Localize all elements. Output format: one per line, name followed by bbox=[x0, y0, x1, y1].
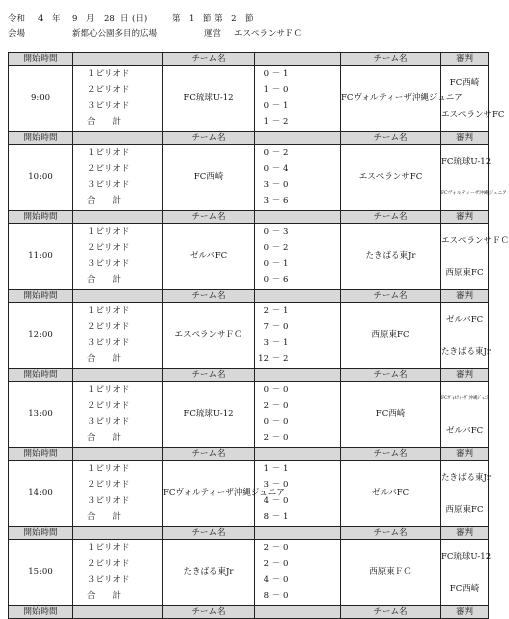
period-label: １ピリオド bbox=[87, 464, 130, 474]
header-round: 第 1 節 第 2 節 bbox=[172, 14, 254, 24]
referee-cell bbox=[441, 540, 492, 606]
col-header-blank bbox=[255, 527, 341, 540]
score-line bbox=[255, 510, 340, 525]
team-a-name: FC西崎 bbox=[163, 145, 255, 211]
score-team-a: 0 bbox=[263, 148, 269, 158]
match-start-time: 12:00 bbox=[9, 303, 73, 369]
col-header-team-a: チーム名 bbox=[163, 211, 255, 224]
header-day-unit: 日 bbox=[120, 14, 129, 24]
referee-name: FCｳﾞｫﾙﾃｨｰｻﾞ沖縄ｼﾞｭﾆｱ bbox=[441, 395, 490, 401]
score-dash: － bbox=[271, 512, 281, 522]
referee-cell bbox=[441, 303, 489, 369]
score-team-b: 3 bbox=[283, 227, 289, 237]
score-line bbox=[255, 494, 340, 509]
period-scores bbox=[255, 540, 341, 606]
referee-name: 西原東FC bbox=[445, 267, 484, 278]
referee-name: たきばる東Jr bbox=[441, 472, 491, 483]
score-line bbox=[255, 225, 340, 240]
col-header-blank bbox=[73, 53, 163, 66]
score-team-b: 0 bbox=[283, 575, 289, 585]
score-team-a: 0 bbox=[263, 385, 269, 395]
period-labels bbox=[73, 224, 163, 290]
col-header-blank bbox=[73, 606, 163, 619]
score-team-b: 1 bbox=[283, 338, 289, 348]
score-team-a: 0 bbox=[263, 69, 269, 79]
score-team-b: 1 bbox=[283, 512, 289, 522]
score-team-b: 1 bbox=[283, 69, 289, 79]
score-dash: － bbox=[271, 180, 281, 190]
score-line bbox=[255, 399, 340, 414]
score-dash: － bbox=[271, 196, 281, 206]
col-header-blank bbox=[73, 448, 163, 461]
referee-name: エスペランサＦＣ bbox=[441, 235, 509, 246]
period-label: ３ピリオド bbox=[87, 259, 130, 269]
period-label: 合 計 bbox=[87, 512, 122, 522]
score-dash: － bbox=[271, 275, 281, 285]
score-dash: － bbox=[271, 543, 281, 553]
period-label: １ピリオド bbox=[87, 227, 130, 237]
col-header-time: 開始時間 bbox=[9, 448, 73, 461]
score-team-a: 12 bbox=[258, 354, 269, 364]
col-header-blank bbox=[255, 132, 341, 145]
period-labels bbox=[73, 145, 163, 211]
match-start-time: 15:00 bbox=[9, 540, 73, 606]
match-row bbox=[9, 382, 489, 448]
header-year-unit: 年 bbox=[52, 14, 61, 24]
col-header-team-b: チーム名 bbox=[341, 369, 441, 382]
score-dash: － bbox=[271, 164, 281, 174]
score-line bbox=[255, 115, 340, 130]
col-header-referee: 審判 bbox=[441, 606, 489, 619]
score-team-b: 0 bbox=[283, 543, 289, 553]
match-row bbox=[9, 461, 489, 527]
referee-name: たきばる東Jr bbox=[441, 346, 491, 357]
score-dash: － bbox=[271, 417, 281, 427]
score-team-a: 2 bbox=[263, 559, 269, 569]
column-header-row bbox=[9, 606, 489, 619]
score-line bbox=[255, 146, 340, 161]
score-team-b: 0 bbox=[283, 591, 289, 601]
column-header-row bbox=[9, 448, 489, 461]
score-team-a: 3 bbox=[263, 180, 269, 190]
col-header-referee: 審判 bbox=[441, 53, 489, 66]
team-b-name: FCヴォルティーザ沖縄ジュニア bbox=[341, 66, 441, 132]
score-dash: － bbox=[271, 559, 281, 569]
period-labels bbox=[73, 66, 163, 132]
score-team-b: 2 bbox=[283, 148, 289, 158]
score-line bbox=[255, 541, 340, 556]
col-header-time: 開始時間 bbox=[9, 53, 73, 66]
period-labels bbox=[73, 382, 163, 448]
score-line bbox=[255, 336, 340, 351]
col-header-team-b: チーム名 bbox=[341, 53, 441, 66]
score-team-a: 7 bbox=[263, 322, 269, 332]
score-line bbox=[255, 257, 340, 272]
score-team-a: 3 bbox=[263, 480, 269, 490]
period-label: 合 計 bbox=[87, 591, 122, 601]
col-header-team-a: チーム名 bbox=[163, 448, 255, 461]
period-scores bbox=[255, 303, 341, 369]
col-header-referee: 審判 bbox=[441, 448, 489, 461]
score-line bbox=[255, 194, 340, 209]
period-scores bbox=[255, 382, 341, 448]
score-dash: － bbox=[271, 464, 281, 474]
period-label: ２ピリオド bbox=[87, 164, 130, 174]
team-b-name: エスペランサFC bbox=[341, 145, 441, 211]
column-header-row bbox=[9, 53, 489, 66]
score-team-a: 0 bbox=[263, 417, 269, 427]
period-scores bbox=[255, 145, 341, 211]
score-team-a: 0 bbox=[263, 275, 269, 285]
period-label: ２ピリオド bbox=[87, 559, 130, 569]
score-line bbox=[255, 99, 340, 114]
score-dash: － bbox=[271, 148, 281, 158]
period-labels bbox=[73, 540, 163, 606]
period-label: １ピリオド bbox=[87, 306, 130, 316]
referee-name: FC琉球U-12 bbox=[441, 551, 492, 562]
referee-name: 西原東FC bbox=[445, 504, 484, 515]
period-scores bbox=[255, 224, 341, 290]
score-dash: － bbox=[271, 591, 281, 601]
column-header-row bbox=[9, 211, 489, 224]
referee-name: FC琉球U-12 bbox=[441, 156, 492, 167]
score-line bbox=[255, 478, 340, 493]
score-team-b: 0 bbox=[283, 401, 289, 411]
score-team-a: 0 bbox=[263, 243, 269, 253]
score-team-b: 1 bbox=[283, 101, 289, 111]
score-team-b: 0 bbox=[283, 496, 289, 506]
referee-cell bbox=[441, 461, 489, 527]
score-team-a: 0 bbox=[263, 101, 269, 111]
score-team-a: 2 bbox=[263, 401, 269, 411]
col-header-time: 開始時間 bbox=[9, 290, 73, 303]
team-a-name: たきばる東Jr bbox=[163, 540, 255, 606]
score-line bbox=[255, 415, 340, 430]
score-dash: － bbox=[271, 385, 281, 395]
score-team-a: 1 bbox=[263, 85, 269, 95]
score-team-a: 0 bbox=[263, 227, 269, 237]
col-header-blank bbox=[255, 606, 341, 619]
score-dash: － bbox=[271, 259, 281, 269]
score-line bbox=[255, 304, 340, 319]
column-header-row bbox=[9, 369, 489, 382]
team-a-name: エスペランサＦＣ bbox=[163, 303, 255, 369]
col-header-blank bbox=[73, 132, 163, 145]
header-month: 9 bbox=[72, 14, 78, 24]
match-row bbox=[9, 540, 489, 606]
referee-name: ゼルバFC bbox=[445, 314, 484, 325]
score-team-b: 2 bbox=[283, 354, 289, 364]
match-start-time: 9:00 bbox=[9, 66, 73, 132]
period-label: 合 計 bbox=[87, 196, 122, 206]
col-header-blank bbox=[73, 369, 163, 382]
score-dash: － bbox=[271, 354, 281, 364]
score-line bbox=[255, 162, 340, 177]
score-team-b: 0 bbox=[283, 433, 289, 443]
score-line bbox=[255, 241, 340, 256]
header-venue: 新都心公園多目的広場 bbox=[72, 29, 158, 39]
col-header-team-b: チーム名 bbox=[341, 527, 441, 540]
col-header-team-a: チーム名 bbox=[163, 290, 255, 303]
col-header-team-a: チーム名 bbox=[163, 132, 255, 145]
period-label: ２ピリオド bbox=[87, 401, 130, 411]
referee-cell bbox=[441, 145, 507, 211]
score-team-a: 8 bbox=[263, 512, 269, 522]
referee-cell bbox=[441, 382, 489, 448]
period-label: ３ピリオド bbox=[87, 101, 130, 111]
score-team-b: 0 bbox=[283, 180, 289, 190]
score-dash: － bbox=[271, 101, 281, 111]
match-schedule-table bbox=[8, 52, 509, 619]
col-header-time: 開始時間 bbox=[9, 606, 73, 619]
score-line bbox=[255, 320, 340, 335]
score-line bbox=[255, 589, 340, 604]
col-header-team-b: チーム名 bbox=[341, 132, 441, 145]
team-a-name: ゼルバFC bbox=[163, 224, 255, 290]
score-team-a: 4 bbox=[263, 575, 269, 585]
match-start-time: 14:00 bbox=[9, 461, 73, 527]
score-team-b: 0 bbox=[283, 385, 289, 395]
col-header-referee: 審判 bbox=[441, 211, 489, 224]
period-label: １ピリオド bbox=[87, 148, 130, 158]
score-dash: － bbox=[271, 496, 281, 506]
header-year: 4 bbox=[38, 14, 44, 24]
score-team-b: 6 bbox=[283, 196, 289, 206]
col-header-team-a: チーム名 bbox=[163, 53, 255, 66]
score-line bbox=[255, 83, 340, 98]
referee-name: FC西崎 bbox=[449, 77, 480, 88]
team-a-name: FCヴォルティーザ沖縄ジュニア bbox=[163, 461, 255, 527]
col-header-team-b: チーム名 bbox=[341, 211, 441, 224]
referee-name: FC西崎 bbox=[449, 583, 480, 594]
period-label: ３ピリオド bbox=[87, 496, 130, 506]
period-label: ３ピリオド bbox=[87, 338, 130, 348]
score-team-b: 0 bbox=[283, 322, 289, 332]
match-row bbox=[9, 303, 489, 369]
period-scores bbox=[255, 66, 341, 132]
period-label: ３ピリオド bbox=[87, 575, 130, 585]
period-label: １ピリオド bbox=[87, 543, 130, 553]
col-header-blank bbox=[255, 290, 341, 303]
score-dash: － bbox=[271, 243, 281, 253]
col-header-blank bbox=[255, 211, 341, 224]
col-header-referee: 審判 bbox=[441, 527, 489, 540]
period-label: １ピリオド bbox=[87, 69, 130, 79]
score-team-b: 6 bbox=[283, 275, 289, 285]
match-start-time: 10:00 bbox=[9, 145, 73, 211]
period-scores bbox=[255, 461, 341, 527]
score-team-b: 2 bbox=[283, 243, 289, 253]
match-row bbox=[9, 145, 489, 211]
period-label: ３ピリオド bbox=[87, 417, 130, 427]
period-label: ２ピリオド bbox=[87, 322, 130, 332]
score-dash: － bbox=[271, 117, 281, 127]
match-start-time: 13:00 bbox=[9, 382, 73, 448]
period-label: 合 計 bbox=[87, 433, 122, 443]
match-row bbox=[9, 66, 489, 132]
col-header-team-a: チーム名 bbox=[163, 606, 255, 619]
score-dash: － bbox=[271, 338, 281, 348]
score-team-b: 1 bbox=[283, 306, 289, 316]
col-header-blank bbox=[73, 290, 163, 303]
team-a-name: FC琉球U-12 bbox=[163, 66, 255, 132]
score-dash: － bbox=[271, 575, 281, 585]
team-b-name: たきばる東Jr bbox=[341, 224, 441, 290]
period-label: ２ピリオド bbox=[87, 85, 130, 95]
period-label: １ピリオド bbox=[87, 385, 130, 395]
referee-name: ゼルバFC bbox=[445, 425, 484, 436]
referee-cell bbox=[441, 224, 509, 290]
col-header-referee: 審判 bbox=[441, 369, 489, 382]
header-weekday: (日) bbox=[132, 14, 148, 24]
header-era: 令和 bbox=[8, 14, 26, 24]
col-header-referee: 審判 bbox=[441, 290, 489, 303]
score-team-a: 8 bbox=[263, 591, 269, 601]
period-label: 合 計 bbox=[87, 117, 122, 127]
score-line bbox=[255, 431, 340, 446]
score-team-b: 0 bbox=[283, 85, 289, 95]
column-header-row bbox=[9, 527, 489, 540]
score-dash: － bbox=[271, 85, 281, 95]
col-header-blank bbox=[73, 211, 163, 224]
score-team-a: 2 bbox=[263, 306, 269, 316]
header-venue-label: 会場 bbox=[8, 29, 26, 39]
period-label: ２ピリオド bbox=[87, 480, 130, 490]
score-team-a: 3 bbox=[263, 338, 269, 348]
team-b-name: 西原東ＦＣ bbox=[341, 540, 441, 606]
score-line bbox=[255, 573, 340, 588]
score-team-a: 1 bbox=[263, 117, 269, 127]
col-header-time: 開始時間 bbox=[9, 527, 73, 540]
score-team-b: 4 bbox=[283, 164, 289, 174]
score-team-a: 2 bbox=[263, 543, 269, 553]
score-dash: － bbox=[271, 322, 281, 332]
col-header-blank bbox=[73, 527, 163, 540]
col-header-team-b: チーム名 bbox=[341, 290, 441, 303]
period-label: ２ピリオド bbox=[87, 243, 130, 253]
period-labels bbox=[73, 461, 163, 527]
score-team-b: 0 bbox=[283, 559, 289, 569]
team-b-name: ゼルバFC bbox=[341, 461, 441, 527]
score-line bbox=[255, 178, 340, 193]
score-line bbox=[255, 273, 340, 288]
col-header-blank bbox=[255, 448, 341, 461]
match-row bbox=[9, 224, 489, 290]
col-header-blank bbox=[255, 53, 341, 66]
score-team-b: 1 bbox=[283, 259, 289, 269]
score-team-a: 2 bbox=[263, 433, 269, 443]
col-header-time: 開始時間 bbox=[9, 211, 73, 224]
header-day: 28 bbox=[104, 14, 115, 24]
score-dash: － bbox=[271, 480, 281, 490]
column-header-row bbox=[9, 290, 489, 303]
col-header-team-a: チーム名 bbox=[163, 527, 255, 540]
team-a-name: FC琉球U-12 bbox=[163, 382, 255, 448]
score-line bbox=[255, 383, 340, 398]
referee-name: エスペランサFC bbox=[441, 109, 505, 120]
score-dash: － bbox=[271, 433, 281, 443]
score-dash: － bbox=[271, 306, 281, 316]
column-header-row bbox=[9, 132, 489, 145]
score-dash: － bbox=[271, 401, 281, 411]
header-operator: エスペランサＦＣ bbox=[234, 29, 303, 39]
score-line bbox=[255, 352, 340, 367]
period-label: 合 計 bbox=[87, 354, 122, 364]
score-line bbox=[255, 67, 340, 82]
score-line bbox=[255, 462, 340, 477]
col-header-team-a: チーム名 bbox=[163, 369, 255, 382]
score-line bbox=[255, 557, 340, 572]
referee-name: FCヴォルティーザ沖縄ジュニア bbox=[441, 190, 507, 196]
score-team-a: 1 bbox=[263, 464, 269, 474]
score-team-a: 0 bbox=[263, 164, 269, 174]
col-header-team-b: チーム名 bbox=[341, 448, 441, 461]
col-header-time: 開始時間 bbox=[9, 132, 73, 145]
team-b-name: 西原東FC bbox=[341, 303, 441, 369]
col-header-referee: 審判 bbox=[441, 132, 489, 145]
header-month-unit: 月 bbox=[86, 14, 95, 24]
col-header-team-b: チーム名 bbox=[341, 606, 441, 619]
score-team-b: 2 bbox=[283, 117, 289, 127]
score-team-b: 0 bbox=[283, 417, 289, 427]
period-label: ３ピリオド bbox=[87, 180, 130, 190]
score-team-a: 4 bbox=[263, 496, 269, 506]
score-team-b: 0 bbox=[283, 480, 289, 490]
score-dash: － bbox=[271, 69, 281, 79]
match-start-time: 11:00 bbox=[9, 224, 73, 290]
period-label: 合 計 bbox=[87, 275, 122, 285]
score-dash: － bbox=[271, 227, 281, 237]
header-operator-label: 運営 bbox=[204, 29, 222, 39]
score-team-a: 0 bbox=[263, 259, 269, 269]
col-header-time: 開始時間 bbox=[9, 369, 73, 382]
score-team-a: 3 bbox=[263, 196, 269, 206]
team-b-name: FC西崎 bbox=[341, 382, 441, 448]
period-labels bbox=[73, 303, 163, 369]
score-team-b: 1 bbox=[283, 464, 289, 474]
col-header-blank bbox=[255, 369, 341, 382]
